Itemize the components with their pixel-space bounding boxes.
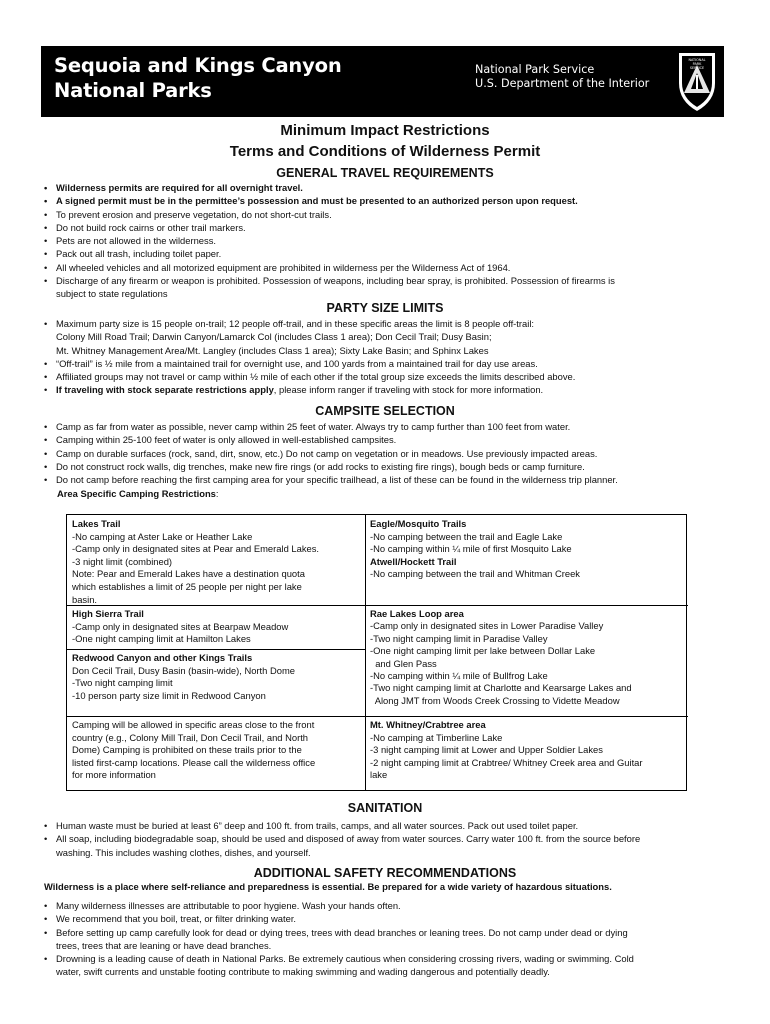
cell-title: Lakes Trail [72,518,121,529]
cell-line: -No camping within ¼ mile of first Mosquito Lake [370,543,572,555]
cell-line: -Two night camping limit [72,677,173,689]
campsite-list [44,420,734,486]
cell-line: -3 night limit (combined) [72,555,173,567]
cell-line: -Two night camping limit in Paradise Valley [370,632,548,644]
cell-line: -Camp only in designated sites at Bearpaw Meadow [72,620,289,632]
cell-line: -10 person party size limit in Redwood Canyon [72,689,266,701]
list-item: • Camp as far from water as possible, never camp within 25 feet of water. Always try to camp further than 100 feet from water. [44,420,734,433]
cell-line: -No camping between the trail and Eagle Lake [370,530,563,542]
front-country-cell [67,716,320,785]
cell-line: listed first-camp locations. Please call the wilderness office [72,756,316,768]
list-item: • Do not construct rock walls, dig trenches, make new fire rings (or add rocks to existing fire rings), bough beds or camp furniture. [44,460,734,473]
list-item-continuation: subject to state regulations [56,288,168,300]
list-item [44,383,734,396]
cell-line: which establishes a limit of 25 people per night per lake [72,580,302,592]
park-name-line1: Sequoia and Kings Canyon [54,54,342,77]
list-item-continuation: Colony Mill Road Trail; Darwin Canyon/Lamarck Col (includes Class 1 area); Don Cecil Trail; Dusy Basin; [56,331,492,343]
safety-intro: Wilderness is a place where self-reliance and preparedness is essential. Be prepared for a wide variety of hazardous situations. [44,881,612,892]
list-item: • Drowning is a leading cause of death in National Parks. Be extremely cautious when considering crossing rivers, wading or swimming. Cold [44,952,734,965]
cell-line: and Glen Pass [370,657,437,669]
list-item: • Pets are not allowed in the wilderness. [44,234,734,247]
nps-arrowhead-logo [675,49,719,113]
header-banner [41,46,724,117]
cell-line: Don Cecil Trail, Dusy Basin (basin-wide), North Dome [72,664,295,676]
campsite-heading: CAMPSITE SELECTION [315,404,455,418]
eagle-atwell-cell [365,515,585,584]
list-item-continuation: washing. This includes washing clothes, dishes, and yourself. [56,846,311,858]
list-item: • Before setting up camp carefully look for dead or dying trees, trees with dead branches or leaning trees. Do not camp under dead or dying [44,926,734,939]
cell-line: -No camping at Aster Lake or Heather Lake [72,530,253,542]
cell-line: for more information [72,769,156,781]
rae-lakes-cell [365,605,637,710]
cell-line: -Camp only in designated sites at Pear and Emerald Lakes. [72,543,320,555]
area-specific-label-text: Area Specific Camping Restrictions [57,488,216,499]
camping-restrictions-table [66,514,687,791]
park-name-line2: National Parks [54,79,212,102]
stock-restrictions-bold: If traveling with stock separate restrictions apply [56,384,274,396]
safety-list [44,899,734,979]
list-item: • Pack out all trash, including toilet paper. [44,247,734,260]
cell-line: country (e.g., Colony Mill Trail, Don Cecil Trail, and North [72,731,309,743]
list-item: • Do not build rock cairns or other trail markers. [44,221,734,234]
list-item: • Camp on durable surfaces (rock, sand, dirt, snow, etc.) Do not camp on vegetation or in meadows. Use previously impacted areas. [44,447,734,460]
cell-title: Rae Lakes Loop area [370,608,464,619]
sanitation-list [44,819,734,859]
whitney-crabtree-cell [365,716,648,785]
logo-text-line3: SERVICE [689,66,705,70]
cell-line: Dome) Camping is prohibited on these trails prior to the [72,744,302,756]
cell-title: High Sierra Trail [72,608,144,619]
cell-title: Mt. Whitney/Crabtree area [370,719,486,730]
list-item: • Many wilderness illnesses are attributable to poor hygiene. Wash your hands often. [44,899,734,912]
high-sierra-cell [67,605,293,649]
list-item: • “Off-trail” is ½ mile from a maintained trail for overnight use, and 100 yards from a maintained trail for day use areas. [44,357,734,370]
cell-line: Along JMT from Woods Creek Crossing to Vidette Meadow [370,694,620,706]
list-item-continuation: trees, trees that are leaning or have dead branches. [56,939,272,951]
list-item: • Human waste must be buried at least 6” deep and 100 ft. from trails, camps, and all water sources. Pack out used toilet paper. [44,819,734,832]
list-item: • Maximum party size is 15 people on-trail; 12 people off-trail, and in these specific areas the limit is 8 people off-trail: [44,317,734,330]
cell-line: lake [370,769,388,781]
cell-title: Redwood Canyon and other Kings Trails [72,652,253,663]
lakes-trail-cell [67,515,324,609]
cell-line: -No camping at Timberline Lake [370,731,503,743]
list-item: • Affiliated groups may not travel or camp within ½ mile of each other if the total group size exceeds the limits described above. [44,370,734,383]
list-item: • Discharge of any firearm or weapon is prohibited. Possession of weapons, including bear spray, is prohibited. Possession of firearms is [44,274,734,287]
agency-line2: U.S. Department of the Interior [475,77,650,90]
list-item: • All wheeled vehicles and all motorized equipment are prohibited in wilderness per the Wilderness Act of 1964. [44,261,734,274]
agency-name [475,63,649,91]
party-heading: PARTY SIZE LIMITS [326,301,444,315]
cell-line: -2 night camping limit at Crabtree/ Whitney Creek area and Guitar [370,756,643,768]
list-item-continuation: water, swift currents and unstable footing contribute to making swimming and wading dangerous and potentially deadly. [56,966,550,978]
cell-line: -Two night camping limit at Charlotte and Kearsarge Lakes and [370,682,632,694]
sanitation-heading: SANITATION [347,801,423,815]
area-specific-label-colon: : [215,488,219,499]
list-item: • Do not camp before reaching the first camping area for your specific trailhead, a list of these can be found in the wilderness trip planner. [44,473,734,486]
agency-line1: National Park Service [475,63,595,76]
cell-title: Eagle/Mosquito Trails [370,518,467,529]
cell-line: -No camping within ¼ mile of Bullfrog Lake [370,670,548,682]
list-item: • Camping within 25-100 feet of water is only allowed in well-established campsites. [44,433,734,446]
list-item: • Wilderness permits are required for all overnight travel. [44,181,734,194]
list-item: • All soap, including biodegradable soap, should be used and disposed of away from water sources. Carry water 100 ft. from the source before [44,832,734,845]
cell-line: Note: Pear and Emerald Lakes have a destination quota [72,568,305,580]
page-subtitle: Terms and Conditions of Wilderness Permit [229,143,541,160]
list-item: • A signed permit must be in the permittee’s possession and must be presented to an authorized person upon request. [44,194,734,207]
cell-line: -One night camping limit at Hamilton Lakes [72,633,251,645]
cell-line: basin. [72,593,98,605]
general-list [44,181,734,301]
safety-heading: ADDITIONAL SAFETY RECOMMENDATIONS [253,866,517,880]
logo-text-line2: PARK [692,62,702,66]
area-specific-label [57,487,219,500]
list-item: • We recommend that you boil, treat, or filter drinking water. [44,912,734,925]
party-list [44,317,734,397]
list-item: • To prevent erosion and preserve vegetation, do not short-cut trails. [44,208,734,221]
cell-line: -3 night camping limit at Lower and Upper Soldier Lakes [370,744,603,756]
redwood-canyon-cell [67,649,300,705]
cell-line: Camping will be allowed in specific areas close to the front [72,719,315,730]
stock-restrictions-rest: , please inform ranger if traveling with stock for more information. [273,384,544,396]
cell-line: -One night camping limit per lake between Dollar Lake [370,645,596,657]
page-title: Minimum Impact Restrictions [280,122,490,139]
list-item-continuation: Mt. Whitney Management Area/Mt. Langley (includes Class 1 area); Sixty Lake Basin; and Sphinx Lakes [56,344,489,356]
cell-title: Atwell/Hockett Trail [370,555,457,567]
cell-line: -No camping between the trail and Whitman Creek [370,568,580,580]
park-name [54,53,342,103]
logo-text-line1: NATIONAL [688,58,706,62]
cell-line: -Camp only in designated sites in Lower Paradise Valley [370,620,604,632]
general-heading: GENERAL TRAVEL REQUIREMENTS [276,166,494,180]
